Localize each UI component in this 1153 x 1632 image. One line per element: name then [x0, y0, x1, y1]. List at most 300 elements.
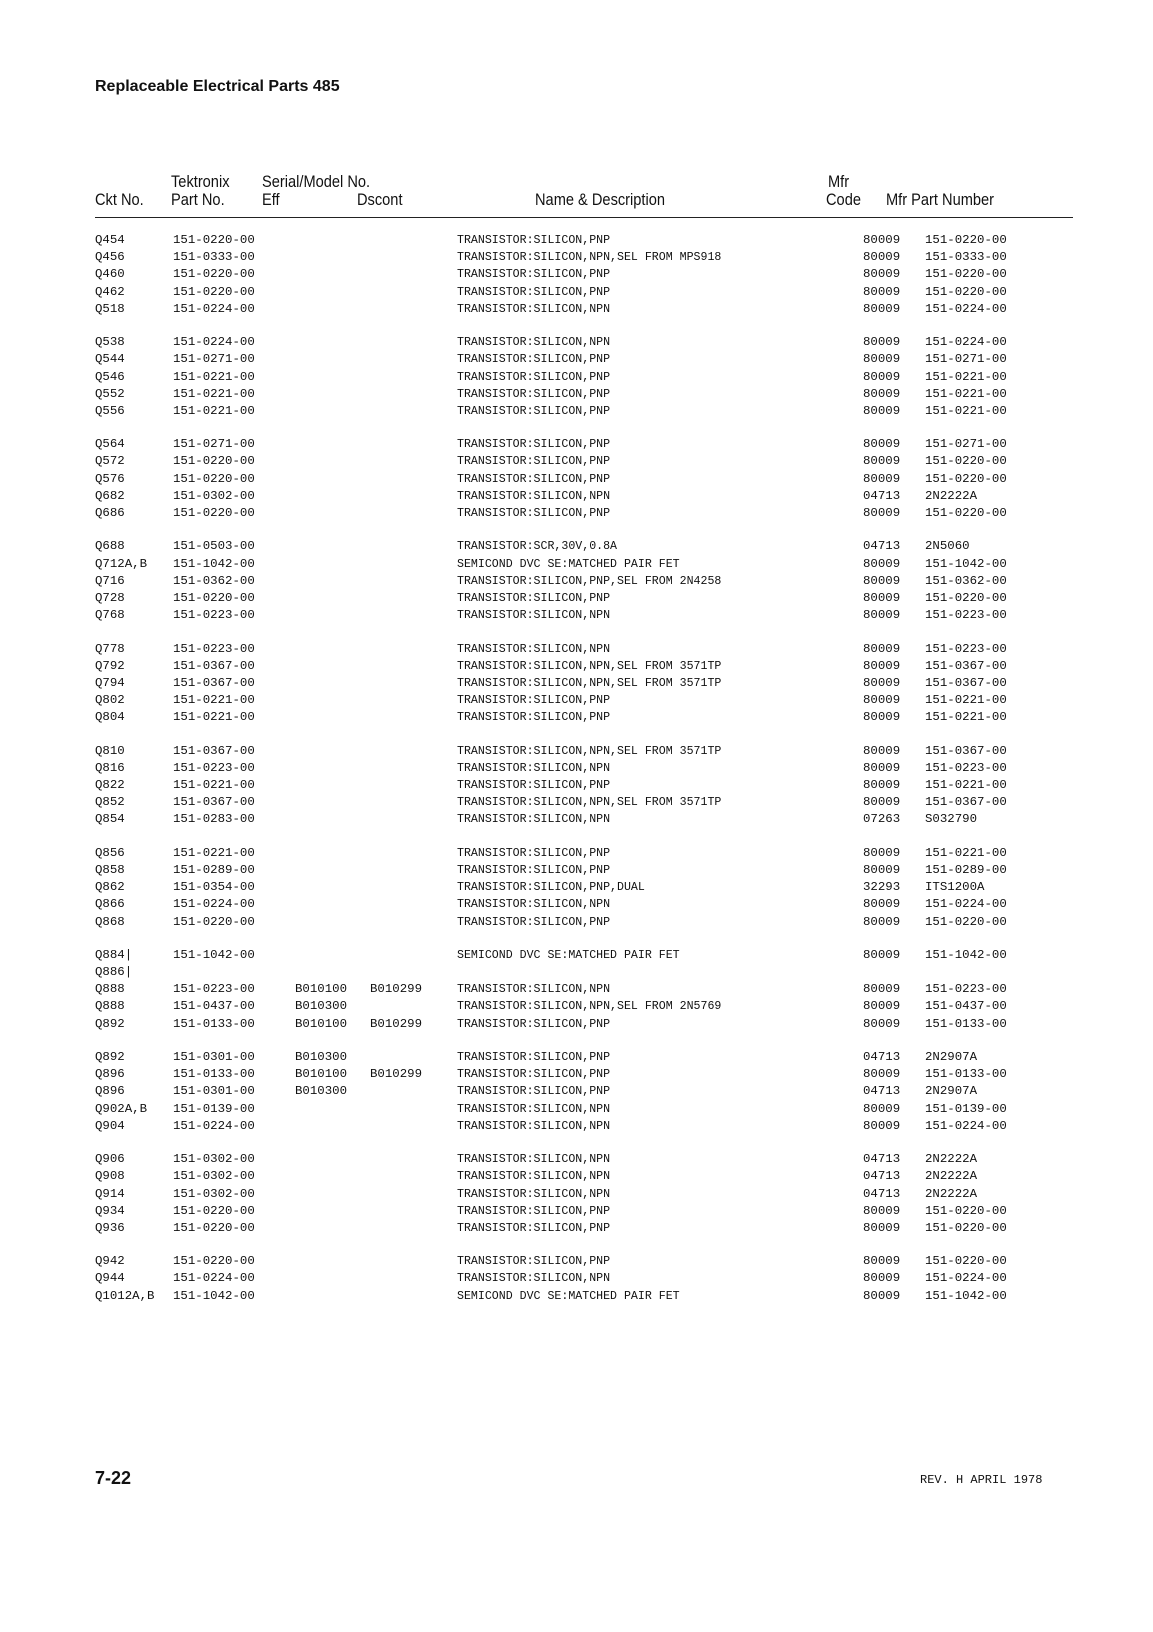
name-description: TRANSISTOR:SILICON,PNP: [457, 694, 611, 708]
ckt-no: Q686: [95, 506, 125, 520]
ckt-no: Q862: [95, 880, 125, 895]
mfr-code: 80009: [863, 982, 901, 997]
header-eff: Eff: [262, 190, 280, 209]
mfr-code: 80009: [863, 658, 901, 673]
table-row: [95, 505, 1073, 522]
name-description: TRANSISTOR:SILICON,NPN: [457, 1187, 611, 1201]
mfr-part-number: 2N2907A: [925, 1050, 978, 1064]
part-no: 151-0223-00: [173, 641, 255, 656]
ckt-no: Q716: [95, 573, 125, 588]
part-no: 151-0302-00: [173, 1169, 255, 1184]
mfr-part-number: 151-0221-00: [925, 693, 1007, 708]
ckt-no: Q892: [95, 1016, 125, 1031]
part-no: 151-0302-00: [173, 1152, 255, 1167]
parts-table: [95, 232, 1073, 1305]
name-description: TRANSISTOR:SILICON,PNP: [457, 268, 611, 282]
name-description: TRANSISTOR:SILICON,NPN: [457, 642, 611, 656]
mfr-code: 80009: [863, 506, 901, 520]
table-row: [95, 964, 1073, 981]
mfr-code: 32293: [863, 880, 901, 895]
part-no: 151-0221-00: [173, 845, 255, 860]
mfr-part-number: 151-0220-00: [925, 471, 1007, 486]
part-no: 151-0367-00: [173, 795, 255, 810]
ckt-no: Q858: [95, 862, 125, 877]
name-description: TRANSISTOR:SILICON,PNP: [457, 404, 611, 418]
name-description: TRANSISTOR:SILICON,PNP: [457, 1221, 611, 1235]
ckt-no: Q460: [95, 267, 125, 282]
mfr-code: 80009: [863, 403, 901, 418]
table-row: [95, 641, 1073, 658]
table-row: [95, 1186, 1073, 1203]
mfr-part-number: 151-0133-00: [925, 1067, 1007, 1082]
mfr-code: 80009: [863, 693, 901, 708]
part-no: 151-0220-00: [173, 471, 255, 486]
header-part-no: Part No.: [171, 190, 225, 209]
mfr-part-number: 151-0220-00: [925, 454, 1007, 469]
header-rule: [95, 217, 1073, 218]
mfr-code: 80009: [863, 1288, 901, 1303]
header-mfr-part-number: Mfr Part Number: [886, 190, 995, 209]
name-description: TRANSISTOR:SILICON,NPN: [457, 1102, 611, 1116]
mfr-code: 80009: [863, 710, 901, 725]
part-no: 151-0503-00: [173, 539, 255, 554]
serial-dscont: B010299: [370, 1067, 423, 1082]
header-serial-model: Serial/Model No.: [262, 172, 371, 191]
mfr-code: 80009: [863, 386, 901, 401]
name-description: TRANSISTOR:SILICON,PNP: [457, 591, 611, 605]
ckt-no: Q556: [95, 403, 125, 418]
table-row: [95, 301, 1073, 318]
mfr-code: 80009: [863, 1271, 901, 1286]
mfr-part-number: 2N2907A: [925, 1084, 978, 1099]
mfr-code: 80009: [863, 675, 901, 690]
mfr-code: 04713: [863, 1186, 901, 1201]
ckt-no: Q572: [95, 454, 125, 469]
mfr-code: 80009: [863, 1101, 901, 1116]
name-description: TRANSISTOR:SILICON,PNP: [457, 846, 611, 860]
ckt-no: Q906: [95, 1152, 125, 1167]
serial-eff: B010300: [295, 1050, 348, 1064]
mfr-part-number: 151-0437-00: [925, 999, 1007, 1014]
mfr-code: 80009: [863, 1254, 901, 1269]
name-description: TRANSISTOR:SILICON,NPN,SEL FROM 3571TP: [457, 659, 722, 673]
name-description: TRANSISTOR:SILICON,PNP: [457, 1204, 611, 1218]
mfr-part-number: 151-0221-00: [925, 710, 1007, 725]
name-description: TRANSISTOR:SILICON,NPN,SEL FROM 2N5769: [457, 1000, 722, 1014]
table-row: [95, 914, 1073, 931]
table-row: [95, 675, 1073, 692]
name-description: TRANSISTOR:SILICON,NPN,SEL FROM 3571TP: [457, 796, 722, 810]
ckt-no: Q688: [95, 539, 125, 554]
part-no: 151-0301-00: [173, 1050, 255, 1064]
table-row: [95, 436, 1073, 453]
mfr-code: 80009: [863, 1118, 901, 1133]
table-row: [95, 403, 1073, 420]
name-description: TRANSISTOR:SILICON,PNP: [457, 285, 611, 299]
mfr-code: 07263: [863, 812, 901, 827]
mfr-part-number: 151-0220-00: [925, 914, 1007, 929]
page-number: 7-22: [95, 1468, 132, 1488]
mfr-code: 04713: [863, 1084, 901, 1099]
ckt-no: Q888: [95, 999, 125, 1014]
mfr-code: 80009: [863, 573, 901, 588]
mfr-part-number: 151-0220-00: [925, 284, 1007, 299]
name-description: TRANSISTOR:SILICON,NPN: [457, 336, 611, 350]
part-no: 151-0367-00: [173, 743, 255, 758]
table-row: [95, 794, 1073, 811]
name-description: TRANSISTOR:SILICON,NPN: [457, 983, 611, 997]
name-description: TRANSISTOR:SILICON,NPN,SEL FROM 3571TP: [457, 744, 722, 758]
ckt-no: Q856: [95, 845, 125, 860]
name-description: TRANSISTOR:SILICON,NPN: [457, 1153, 611, 1167]
name-description: TRANSISTOR:SILICON,PNP: [457, 234, 611, 247]
table-row: [95, 1253, 1073, 1270]
mfr-part-number: 151-0221-00: [925, 403, 1007, 418]
table-row: [95, 1101, 1073, 1118]
ckt-no: Q934: [95, 1203, 125, 1218]
name-description: TRANSISTOR:SILICON,PNP: [457, 1255, 611, 1269]
mfr-code: 80009: [863, 471, 901, 486]
table-row: [95, 488, 1073, 505]
mfr-code: 80009: [863, 250, 901, 265]
part-no: 151-0289-00: [173, 862, 255, 877]
mfr-part-number: 151-0224-00: [925, 1118, 1007, 1133]
part-no: 151-1042-00: [173, 556, 255, 571]
mfr-code: 80009: [863, 897, 901, 912]
part-no: 151-0224-00: [173, 897, 255, 912]
ckt-no: Q728: [95, 590, 125, 605]
ckt-no: Q816: [95, 760, 125, 775]
table-row: [95, 845, 1073, 862]
mfr-code: 80009: [863, 267, 901, 282]
mfr-code: 80009: [863, 454, 901, 469]
table-row: [95, 1083, 1073, 1100]
mfr-code: 80009: [863, 947, 901, 962]
mfr-part-number: 151-0220-00: [925, 233, 1007, 247]
ckt-no: Q886|: [95, 965, 133, 980]
mfr-code: 04713: [863, 488, 901, 503]
name-description: TRANSISTOR:SILICON,PNP: [457, 711, 611, 725]
ckt-no: Q712A,B: [95, 556, 148, 571]
name-description: SEMICOND DVC SE:MATCHED PAIR FET: [457, 948, 680, 962]
mfr-code: 80009: [863, 369, 901, 384]
ckt-no: Q454: [95, 233, 125, 247]
mfr-code: 04713: [863, 539, 901, 554]
ckt-no: Q518: [95, 301, 125, 316]
ckt-no: Q544: [95, 352, 125, 367]
mfr-part-number: 2N2222A: [925, 1186, 978, 1201]
name-description: TRANSISTOR:SILICON,NPN: [457, 302, 611, 316]
ckt-no: Q794: [95, 675, 125, 690]
ckt-no: Q538: [95, 335, 125, 350]
mfr-part-number: 151-0224-00: [925, 335, 1007, 350]
mfr-part-number: 151-0221-00: [925, 778, 1007, 792]
mfr-part-number: 151-0224-00: [925, 897, 1007, 912]
mfr-part-number: 151-0367-00: [925, 743, 1007, 758]
name-description: TRANSISTOR:SILICON,PNP: [457, 1085, 611, 1099]
ckt-no: Q884|: [95, 947, 133, 962]
header-ckt-no: Ckt No.: [95, 190, 144, 209]
name-description: TRANSISTOR:SILICON,PNP: [457, 353, 611, 367]
part-no: 151-0224-00: [173, 301, 255, 316]
name-description: TRANSISTOR:SILICON,PNP: [457, 1017, 611, 1031]
part-no: 151-1042-00: [173, 1288, 255, 1303]
part-no: 151-0220-00: [173, 914, 255, 929]
name-description: TRANSISTOR:SILICON,NPN: [457, 813, 611, 827]
mfr-code: 80009: [863, 862, 901, 877]
name-description: TRANSISTOR:SILICON,NPN: [457, 609, 611, 623]
mfr-part-number: 151-0220-00: [925, 506, 1007, 520]
mfr-code: 04713: [863, 1169, 901, 1184]
part-no: 151-0437-00: [173, 999, 255, 1014]
name-description: TRANSISTOR:SILICON,PNP: [457, 455, 611, 469]
table-row: [95, 709, 1073, 726]
name-description: TRANSISTOR:SILICON,PNP: [457, 370, 611, 384]
ckt-no: Q564: [95, 437, 125, 452]
mfr-code: 04713: [863, 1050, 901, 1064]
mfr-code: 80009: [863, 760, 901, 775]
ckt-no: Q546: [95, 369, 125, 384]
part-no: 151-0220-00: [173, 454, 255, 469]
ckt-no: Q944: [95, 1271, 125, 1286]
mfr-part-number: 2N5060: [925, 539, 970, 554]
ckt-no: Q552: [95, 386, 125, 401]
table-row: [95, 811, 1073, 828]
header-mfr: Mfr: [828, 172, 850, 191]
revision-note: REV. H APRIL 1978: [920, 1473, 1043, 1487]
table-row: [95, 658, 1073, 675]
mfr-code: 80009: [863, 845, 901, 860]
part-no: 151-0367-00: [173, 658, 255, 673]
ckt-no: Q462: [95, 284, 125, 299]
mfr-part-number: 151-0221-00: [925, 845, 1007, 860]
mfr-part-number: 151-0221-00: [925, 369, 1007, 384]
table-row: [95, 862, 1073, 879]
mfr-part-number: 151-0223-00: [925, 982, 1007, 997]
table-row: [95, 777, 1073, 794]
header-name-description: Name & Description: [535, 190, 666, 209]
ckt-no: Q904: [95, 1118, 125, 1133]
table-row: [95, 1288, 1073, 1305]
part-no: 151-0220-00: [173, 233, 255, 247]
mfr-part-number: 151-0271-00: [925, 437, 1007, 452]
ckt-no: Q902A,B: [95, 1101, 148, 1116]
ckt-no: Q892: [95, 1050, 125, 1064]
mfr-part-number: 151-0362-00: [925, 573, 1007, 588]
ckt-no: Q768: [95, 608, 125, 623]
table-row: [95, 334, 1073, 351]
name-description: TRANSISTOR:SILICON,NPN: [457, 898, 611, 912]
mfr-code: 80009: [863, 352, 901, 367]
ckt-no: Q914: [95, 1186, 125, 1201]
table-row: [95, 232, 1073, 249]
ckt-no: Q810: [95, 743, 125, 758]
name-description: TRANSISTOR:SILICON,PNP: [457, 1068, 611, 1082]
mfr-part-number: 2N2222A: [925, 1169, 978, 1184]
part-no: 151-0133-00: [173, 1016, 255, 1031]
part-no: 151-0139-00: [173, 1101, 255, 1116]
part-no: 151-1042-00: [173, 947, 255, 962]
table-row: [95, 1203, 1073, 1220]
header-dscont: Dscont: [357, 190, 403, 209]
name-description: TRANSISTOR:SILICON,PNP: [457, 507, 611, 520]
mfr-part-number: 151-0220-00: [925, 590, 1007, 605]
ckt-no: Q866: [95, 897, 125, 912]
part-no: 151-0220-00: [173, 267, 255, 282]
mfr-code: 80009: [863, 999, 901, 1014]
mfr-code: 04713: [863, 1152, 901, 1167]
mfr-part-number: 151-0139-00: [925, 1101, 1007, 1116]
mfr-part-number: 151-0224-00: [925, 301, 1007, 316]
mfr-code: 80009: [863, 914, 901, 929]
mfr-part-number: 151-0289-00: [925, 862, 1007, 877]
table-row: [95, 1151, 1073, 1168]
mfr-part-number: 151-0367-00: [925, 658, 1007, 673]
ckt-no: Q852: [95, 795, 125, 810]
name-description: TRANSISTOR:SILICON,PNP: [457, 387, 611, 401]
table-row: [95, 692, 1073, 709]
header-tektronix: Tektronix: [171, 172, 230, 191]
serial-eff: B010100: [295, 1016, 348, 1031]
name-description: SEMICOND DVC SE:MATCHED PAIR FET: [457, 557, 680, 571]
mfr-code: 80009: [863, 301, 901, 316]
mfr-code: 80009: [863, 795, 901, 810]
name-description: TRANSISTOR:SILICON,NPN: [457, 1170, 611, 1184]
part-no: 151-0220-00: [173, 284, 255, 299]
table-row: [95, 556, 1073, 573]
mfr-part-number: 151-0223-00: [925, 608, 1007, 623]
page-title: Replaceable Electrical Parts 485: [95, 78, 340, 95]
mfr-code: 80009: [863, 284, 901, 299]
table-row: [95, 1016, 1073, 1033]
mfr-part-number: 151-0367-00: [925, 675, 1007, 690]
table-row: [95, 1118, 1073, 1135]
part-no: 151-0220-00: [173, 1220, 255, 1235]
table-row: [95, 573, 1073, 590]
name-description: TRANSISTOR:SILICON,NPN: [457, 1119, 611, 1133]
part-no: 151-0301-00: [173, 1084, 255, 1099]
part-no: 151-0302-00: [173, 1186, 255, 1201]
mfr-part-number: S032790: [925, 812, 978, 827]
mfr-code: 80009: [863, 1203, 901, 1218]
ckt-no: Q802: [95, 693, 125, 708]
part-no: 151-0221-00: [173, 403, 255, 418]
part-no: 151-0221-00: [173, 778, 255, 792]
part-no: 151-0221-00: [173, 386, 255, 401]
serial-eff: B010300: [295, 999, 348, 1014]
name-description: TRANSISTOR:SILICON,NPN,SEL FROM MPS918: [457, 251, 722, 265]
mfr-code: 80009: [863, 1016, 901, 1031]
mfr-code: 80009: [863, 590, 901, 605]
table-row: [95, 743, 1073, 760]
table-row: [95, 607, 1073, 624]
ckt-no: Q792: [95, 658, 125, 673]
name-description: TRANSISTOR:SILICON,PNP: [457, 472, 611, 486]
table-row: [95, 590, 1073, 607]
name-description: TRANSISTOR:SILICON,PNP: [457, 779, 611, 792]
ckt-no: Q896: [95, 1067, 125, 1082]
mfr-part-number: 151-0133-00: [925, 1016, 1007, 1031]
serial-eff: B010300: [295, 1084, 348, 1099]
mfr-code: 80009: [863, 437, 901, 452]
mfr-part-number: 151-1042-00: [925, 556, 1007, 571]
part-no: 151-0271-00: [173, 352, 255, 367]
part-no: 151-0367-00: [173, 675, 255, 690]
part-no: 151-0224-00: [173, 1118, 255, 1133]
part-no: 151-0221-00: [173, 369, 255, 384]
table-row: [95, 284, 1073, 301]
name-description: TRANSISTOR:SILICON,PNP: [457, 438, 611, 452]
table-row: [95, 981, 1073, 998]
table-row: [95, 760, 1073, 777]
table-row: [95, 879, 1073, 896]
mfr-part-number: 2N2222A: [925, 1152, 978, 1167]
table-row: [95, 538, 1073, 555]
mfr-code: 80009: [863, 1220, 901, 1235]
table-row: [95, 1049, 1073, 1066]
ckt-no: Q682: [95, 488, 125, 503]
part-no: 151-0302-00: [173, 488, 255, 503]
part-no: 151-0224-00: [173, 1271, 255, 1286]
ckt-no: Q896: [95, 1084, 125, 1099]
name-description: TRANSISTOR:SILICON,NPN: [457, 489, 611, 503]
serial-dscont: B010299: [370, 1016, 423, 1031]
name-description: TRANSISTOR:SILICON,NPN,SEL FROM 3571TP: [457, 676, 722, 690]
table-row: [95, 351, 1073, 368]
table-row: [95, 896, 1073, 913]
part-no: 151-0333-00: [173, 250, 255, 265]
table-row: [95, 386, 1073, 403]
mfr-code: 80009: [863, 608, 901, 623]
header-code: Code: [826, 190, 861, 209]
serial-eff: B010100: [295, 982, 348, 997]
table-row: [95, 1066, 1073, 1083]
table-row: [95, 471, 1073, 488]
serial-eff: B010100: [295, 1067, 348, 1082]
mfr-part-number: 151-0333-00: [925, 250, 1007, 265]
part-no: 151-0271-00: [173, 437, 255, 452]
mfr-part-number: ITS1200A: [925, 880, 985, 895]
ckt-no: Q942: [95, 1254, 125, 1269]
mfr-code: 80009: [863, 778, 901, 792]
mfr-code: 80009: [863, 233, 901, 247]
ckt-no: Q936: [95, 1220, 125, 1235]
mfr-part-number: 2N2222A: [925, 488, 978, 503]
ckt-no: Q868: [95, 914, 125, 929]
table-row: [95, 1270, 1073, 1287]
name-description: TRANSISTOR:SCR,30V,0.8A: [457, 540, 618, 554]
mfr-part-number: 151-0223-00: [925, 641, 1007, 656]
mfr-part-number: 151-0223-00: [925, 760, 1007, 775]
table-row: [95, 369, 1073, 386]
part-no: 151-0220-00: [173, 1203, 255, 1218]
mfr-part-number: 151-0367-00: [925, 795, 1007, 810]
ckt-no: Q854: [95, 812, 125, 827]
mfr-part-number: 151-0220-00: [925, 1220, 1007, 1235]
part-no: 151-0220-00: [173, 1254, 255, 1269]
table-row: [95, 453, 1073, 470]
part-no: 151-0220-00: [173, 506, 255, 520]
name-description: TRANSISTOR:SILICON,PNP,SEL FROM 2N4258: [457, 574, 722, 588]
part-no: 151-0220-00: [173, 590, 255, 605]
mfr-part-number: 151-1042-00: [925, 1288, 1007, 1303]
part-no: 151-0221-00: [173, 710, 255, 725]
table-row: [95, 1220, 1073, 1237]
mfr-code: 80009: [863, 556, 901, 571]
part-no: 151-0283-00: [173, 812, 255, 827]
name-description: SEMICOND DVC SE:MATCHED PAIR FET: [457, 1289, 680, 1303]
table-row: [95, 1168, 1073, 1185]
